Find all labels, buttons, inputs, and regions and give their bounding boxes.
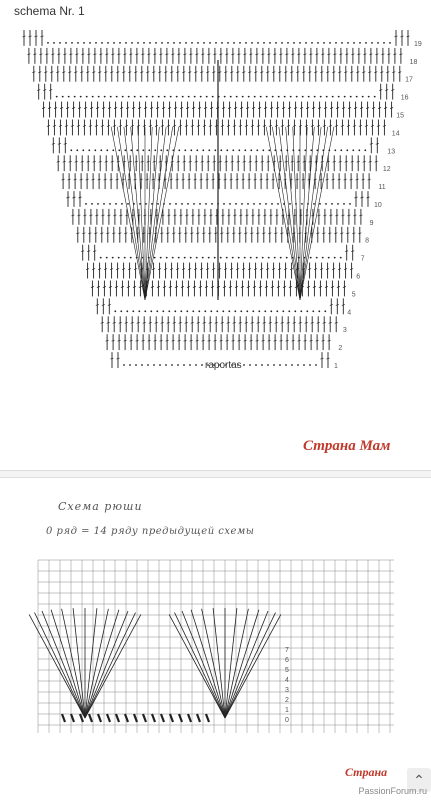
- repeat-label: raportas: [205, 360, 242, 371]
- row-number: 14: [391, 130, 400, 138]
- ruffle-stitches: [29, 608, 281, 722]
- row-number: 10: [374, 201, 382, 209]
- ruffle-note: 0 ряд = 14 ряду предыдущей схемы: [46, 526, 255, 537]
- schema-title: schema Nr. 1: [14, 4, 85, 18]
- row-number: 6: [356, 273, 361, 281]
- watermark-logo: Страна Мам: [303, 438, 391, 454]
- schema-panel-bottom: [0, 478, 431, 800]
- row-number: 8: [365, 237, 370, 245]
- row-number: 16: [400, 94, 409, 102]
- row-number: 4: [347, 309, 352, 317]
- ruffle-row-number: 4: [285, 677, 289, 684]
- row-number: 19: [414, 40, 422, 48]
- row-number: 7: [360, 255, 365, 263]
- scroll-top-button[interactable]: ⌃: [407, 768, 431, 792]
- row-number: 13: [387, 148, 396, 156]
- ruffle-row-number: 3: [285, 687, 289, 694]
- row-number: 3: [342, 327, 347, 335]
- ruffle-row-number: 7: [285, 647, 289, 654]
- row-number: 9: [369, 219, 374, 227]
- row-number: 15: [396, 112, 404, 120]
- panel-divider: [0, 470, 431, 478]
- row-number: 12: [382, 166, 391, 174]
- grid: [38, 560, 394, 733]
- row-number: 18: [409, 58, 418, 66]
- ruffle-row-number: 1: [285, 707, 289, 714]
- watermark-logo-bottom: Страна: [345, 765, 388, 779]
- row-number: 5: [351, 291, 356, 299]
- stitch-pattern: [23, 30, 410, 368]
- ruffle-row-number: 5: [285, 667, 289, 674]
- site-credit: PassionForum.ru: [358, 786, 427, 796]
- row-number: 2: [338, 345, 343, 353]
- ruffle-row-number: 2: [285, 697, 289, 704]
- row-number: 1: [334, 363, 338, 370]
- ruffle-row-number: 0: [285, 717, 289, 724]
- row-number: 11: [378, 184, 386, 192]
- ruffle-heading: Схема рюши: [58, 500, 143, 513]
- row-number: 17: [405, 76, 413, 84]
- ruffle-row-number: 6: [285, 657, 289, 664]
